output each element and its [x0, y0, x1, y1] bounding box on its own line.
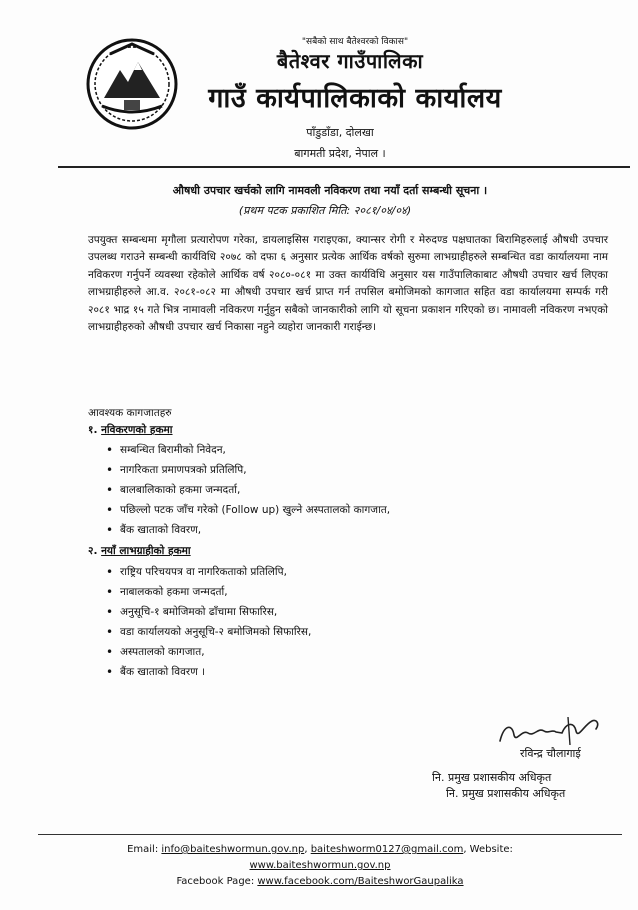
list-item: • बैंक खाताको विवरण ।	[106, 664, 311, 684]
list-item: • नाबालकको हकमा जन्मदर्ता,	[106, 584, 311, 604]
signatory-post: नि. प्रमुख प्रशासकीय अधिकृत	[432, 771, 552, 784]
list-item: • राष्ट्रिय परिचयपत्र वा नागरिकताको प्रतिलिपि,	[106, 564, 311, 584]
list-item: • अनुसूचि-१ बमोजिमको ढाँचामा सिफारिस,	[106, 604, 311, 624]
list-item: • अस्पतालको कागजात,	[106, 644, 311, 664]
footer-divider	[38, 834, 622, 835]
list-item: • सम्बन्धित बिरामीको निवेदन,	[106, 442, 390, 462]
signatory-name: रविन्द्र चौलागाई	[520, 747, 581, 760]
office-name: गाउँ कार्यपालिकाको कार्यालय	[208, 83, 502, 114]
address-line-1: पाँडुडाँडा, दोलखा	[306, 126, 374, 139]
required-docs-heading: आवश्यक कागजातहरु	[88, 407, 172, 419]
section-title: नयाँ लाभग्राहीको हकमा	[101, 545, 191, 557]
signatory-post-stamp: नि. प्रमुख प्रशासकीय अधिकृत	[446, 787, 566, 800]
facebook-label: Facebook Page:	[176, 876, 255, 887]
slogan: "सबैको साथ बैतेश्वरको विकास"	[301, 37, 409, 47]
new-beneficiary-doc-list	[106, 564, 311, 684]
email-label: Email:	[127, 844, 159, 855]
footer-contact: Email: info@baiteshwormun.gov.np, baiteshworm0127@gmail.com, Website: www.baiteshwormun.gov.np Facebook Page: www.facebook.com/BaiteshworGaupalika	[127, 844, 513, 887]
list-item: • बैंक खाताको विवरण,	[106, 522, 390, 542]
notice-body	[88, 232, 608, 336]
handwritten-signature	[496, 715, 606, 749]
renewal-doc-list	[106, 442, 390, 542]
section-number: १.	[88, 424, 98, 436]
notice-subject: औषधी उपचार खर्चको लागि नामवली नविकरण तथा नयाँ दर्ता सम्बन्धी सूचना ।	[172, 184, 488, 197]
municipality-name: बैतेश्वर गाउँपालिका	[276, 49, 424, 73]
list-item: • वडा कार्यालयको अनुसूचि-२ बमोजिमको सिफारिस,	[106, 624, 311, 644]
address-line-2: बागमती प्रदेश, नेपाल ।	[294, 147, 386, 160]
list-item: • नागरिकता प्रमाणपत्रको प्रतिलिपि,	[106, 462, 390, 482]
email-link-info[interactable]: info@baiteshwormun.gov.np	[161, 844, 305, 855]
header-divider	[58, 166, 630, 168]
publish-date: (प्रथम पटक प्रकाशित मिति: २०८१/०४/०४)	[238, 204, 412, 217]
nepal-emblem-logo	[84, 36, 180, 132]
list-item: • बालबालिकाको हकमा जन्मदर्ता,	[106, 482, 390, 502]
website-link[interactable]: www.baiteshwormun.gov.np	[249, 860, 391, 871]
website-label: Website:	[469, 844, 513, 855]
list-item: • पछिल्लो पटक जाँच गरेको (Follow up) खुल्ने अस्पतालको कागजात,	[106, 502, 390, 522]
section-number: २.	[88, 545, 98, 557]
notice-paragraph: उपयुक्त सम्बन्धमा मृगौला प्रत्यारोपण गरेका, डायलाइसिस गराइएका, क्यान्सर रोगी र मेरुदण्ड पक्षघातका बिरामिहरुलाई औषधी उपचार उपलब्ध गराउने सम्बन्धी कार्यविधि २०७८ को दफा ६ अनुसार प्रत्येक आर्थिक वर्षको सुरुमा लाभग्राहीहरुले सम्बन्धित वडा कार्यालयमा नाम नविकरण गर्नुपर्ने व्यवस्था रहेकोले आर्थिक वर्ष २०८०-०८१ मा उक्त कार्यविधि अनुसार यस गाउँपालिकाबाट औषधी उपचार खर्च लिएका लाभग्राहीहरुले आ.व. २०८१-०८२ मा औषधी उपचार खर्च प्राप्त गर्न तपसिल बमोजिमको कागजात सहित वडा कार्यालयमा सम्पर्क गरी २०८१ भाद्र १५ गते भित्र नामावली नविकरण गर्नुहुन सबैको जानकारीको लागि यो सूचना प्रकाशन गरिएको छ। नामावली नविकरण नभएको लाभग्राहीहरुको औषधी उपचार खर्च निकासा नहुने व्यहोरा जानकारी गराईन्छ।	[88, 234, 608, 334]
email-link-gmail[interactable]: baiteshworm0127@gmail.com	[310, 844, 464, 855]
section-title: नविकरणको हकमा	[101, 424, 173, 436]
section-renewal-heading	[88, 423, 173, 437]
facebook-link[interactable]: www.facebook.com/BaiteshworGaupalika	[257, 876, 464, 887]
section-new-beneficiary-heading	[88, 544, 191, 558]
